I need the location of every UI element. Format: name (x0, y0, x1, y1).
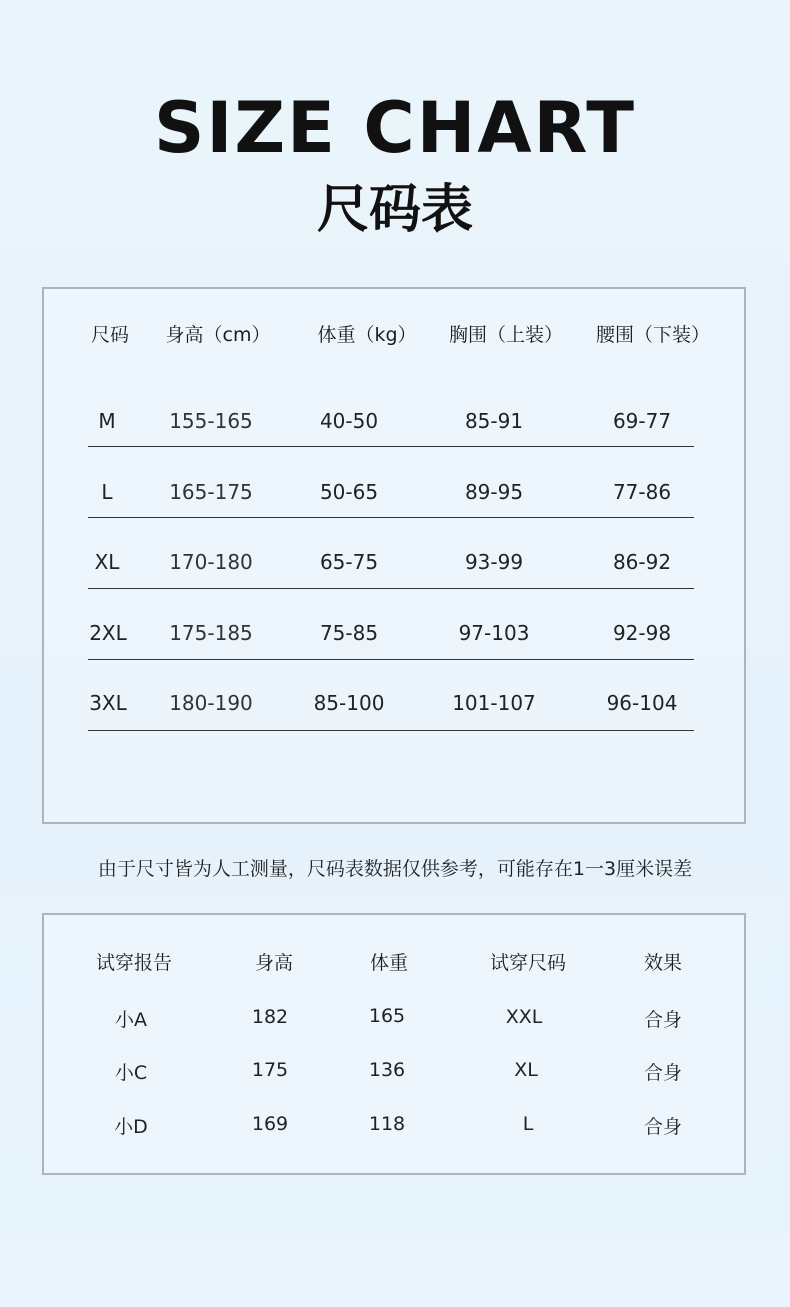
table-row-weight: 75-85 (319, 621, 379, 645)
table-row-size: 2XL (89, 621, 127, 645)
table-row-chest: 85-91 (464, 409, 524, 433)
list-item-name: 小C (114, 1062, 148, 1084)
table-row-waist: 69-77 (612, 409, 672, 433)
table-row-waist: 96-104 (606, 691, 678, 715)
table-row-weight: 40-50 (319, 409, 379, 433)
table-row-divider (88, 730, 694, 731)
list-item-size: XL (514, 1059, 538, 1081)
list-item-name: 小A (115, 1009, 147, 1031)
list-item-result: 合身 (643, 1116, 683, 1138)
table-row-divider (88, 659, 694, 660)
table-row-height: 155-165 (169, 409, 253, 433)
table-row-chest: 93-99 (464, 550, 524, 574)
table-row-waist: 86-92 (612, 550, 672, 574)
list-item-result: 合身 (643, 1009, 683, 1031)
size-table-header-waist: 腰围（下装） (595, 324, 711, 346)
size-table-header-size: 尺码 (90, 324, 130, 346)
table-row-waist: 77-86 (612, 480, 672, 504)
table-row-height: 165-175 (169, 480, 253, 504)
list-item-height: 175 (251, 1059, 289, 1081)
table-row-size: L (101, 480, 113, 504)
trial-table-header-height: 身高 (254, 952, 294, 974)
table-row-waist: 92-98 (612, 621, 672, 645)
table-row-divider (88, 446, 694, 447)
list-item-height: 169 (251, 1113, 289, 1135)
page-title-english: SIZE CHART (153, 87, 637, 169)
page-title-chinese: 尺码表 (316, 180, 473, 240)
size-table-header-height: 身高（cm） (165, 324, 271, 346)
table-row-size: M (98, 409, 116, 433)
list-item-size: L (522, 1113, 534, 1135)
size-table-header-weight: 体重（kg） (317, 324, 417, 346)
list-item-weight: 165 (368, 1005, 406, 1027)
table-row-size: 3XL (89, 691, 127, 715)
list-item-weight: 118 (368, 1113, 406, 1135)
table-row-chest: 97-103 (458, 621, 530, 645)
list-item-size: XXL (505, 1006, 543, 1028)
table-row-height: 170-180 (169, 550, 253, 574)
table-row-weight: 65-75 (319, 550, 379, 574)
table-row-chest: 101-107 (452, 691, 536, 715)
list-item-weight: 136 (368, 1059, 406, 1081)
size-table-header-chest: 胸围（上装） (448, 324, 564, 346)
table-row-weight: 50-65 (319, 480, 379, 504)
table-row-weight: 85-100 (313, 691, 385, 715)
list-item-name: 小D (114, 1116, 148, 1138)
list-item-result: 合身 (643, 1062, 683, 1084)
trial-table-header-result: 效果 (643, 952, 683, 974)
trial-table-header-report: 试穿报告 (95, 952, 173, 974)
table-row-height: 180-190 (169, 691, 253, 715)
table-row-size: XL (94, 550, 120, 574)
table-row-divider (88, 588, 694, 589)
table-row-chest: 89-95 (464, 480, 524, 504)
table-row-height: 175-185 (169, 621, 253, 645)
measurement-note: 由于尺寸皆为人工测量，尺码表数据仅供参考，可能存在1一3厘米误差 (97, 858, 693, 880)
table-row-divider (88, 517, 694, 518)
trial-table-header-size: 试穿尺码 (489, 952, 567, 974)
list-item-height: 182 (251, 1006, 289, 1028)
trial-table-header-weight: 体重 (369, 952, 409, 974)
